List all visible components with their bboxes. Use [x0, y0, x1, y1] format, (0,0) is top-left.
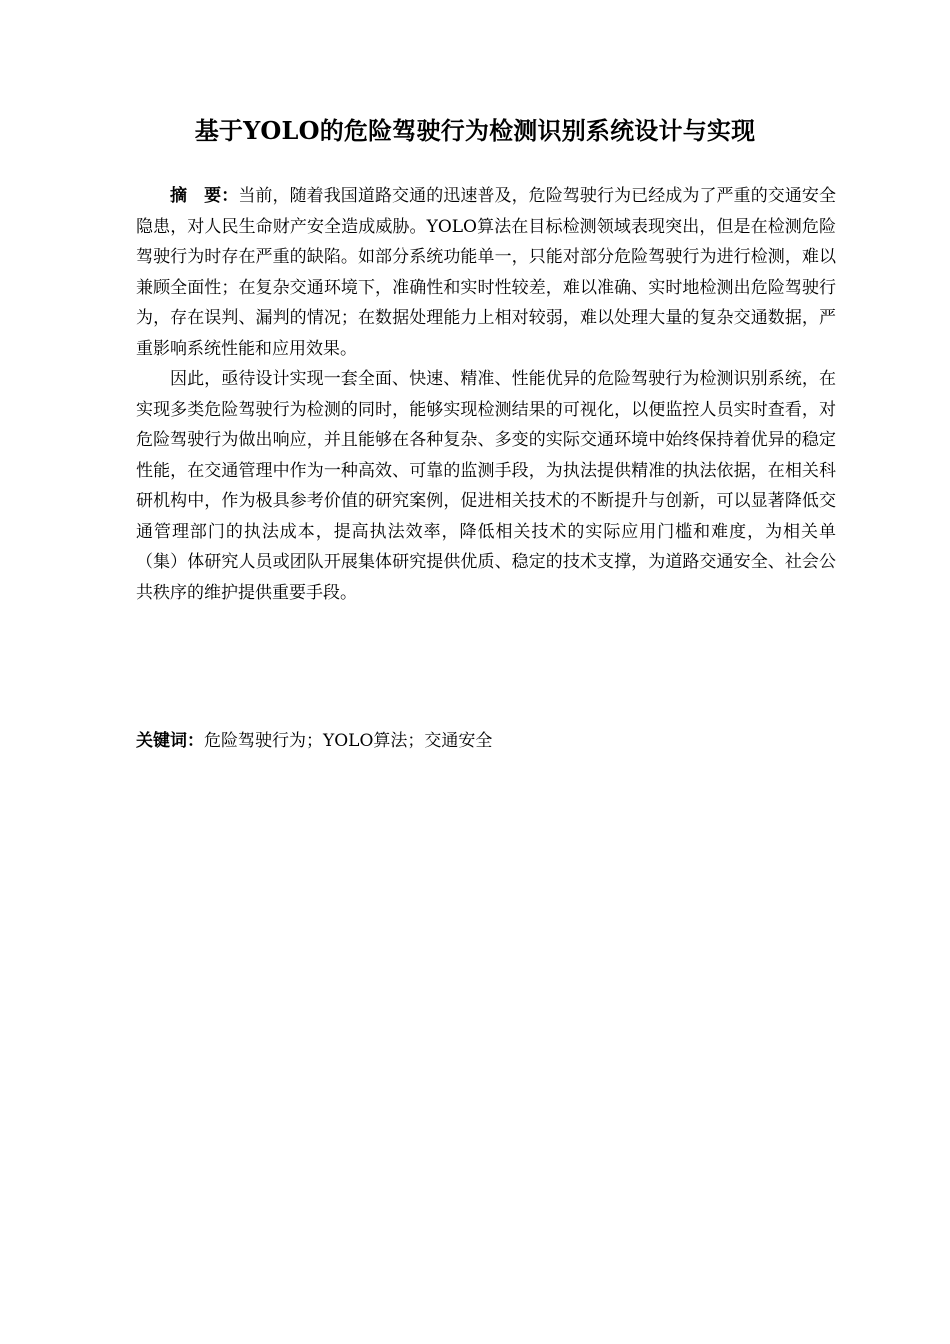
keywords-line: [136, 726, 836, 756]
abstract-text-1: 当前，随着我国道路交通的迅速普及，危险驾驶行为已经成为了严重的交通安全隐患，对人民生命财产安全造成威胁。YOLO算法在目标检测领域表现突出，但是在检测危险驾驶行为时存在严重的缺陷。如部分系统功能单一，只能对部分危险驾驶行为进行检测，难以兼顾全面性；在复杂交通环境下，准确性和实时性较差，难以准确、实时地检测出危险驾驶行为，存在误判、漏判的情况；在数据处理能力上相对较弱，难以处理大量的复杂交通数据，严重影响系统性能和应用效果。: [136, 186, 837, 359]
abstract-label: 摘 要：: [170, 186, 239, 206]
paper-title: 基于YOLO的危险驾驶行为检测识别系统设计与实现: [194, 116, 756, 145]
abstract-section: [136, 181, 836, 608]
keywords-label: 关键词：: [136, 731, 204, 751]
abstract-paragraph-1: [136, 181, 836, 364]
keywords-value: 危险驾驶行为；YOLO算法；交通安全: [204, 731, 493, 751]
abstract-paragraph-2: 因此，亟待设计实现一套全面、快速、精准、性能优异的危险驾驶行为检测识别系统，在实现多类危险驾驶行为检测的同时，能够实现检测结果的可视化，以便监控人员实时查看，对危险驾驶行为做出响应，并且能够在各种复杂、多变的实际交通环境中始终保持着优异的稳定性能，在交通管理中作为一种高效、可靠的监测手段，为执法提供精准的执法依据，在相关科研机构中，作为极具参考价值的研究案例，促进相关技术的不断提升与创新，可以显著降低交通管理部门的执法成本，提高执法效率，降低相关技术的实际应用门槛和难度，为相关单（集）体研究人员或团队开展集体研究提供优质、稳定的技术支撑，为道路交通安全、社会公共秩序的维护提供重要手段。: [136, 369, 836, 603]
